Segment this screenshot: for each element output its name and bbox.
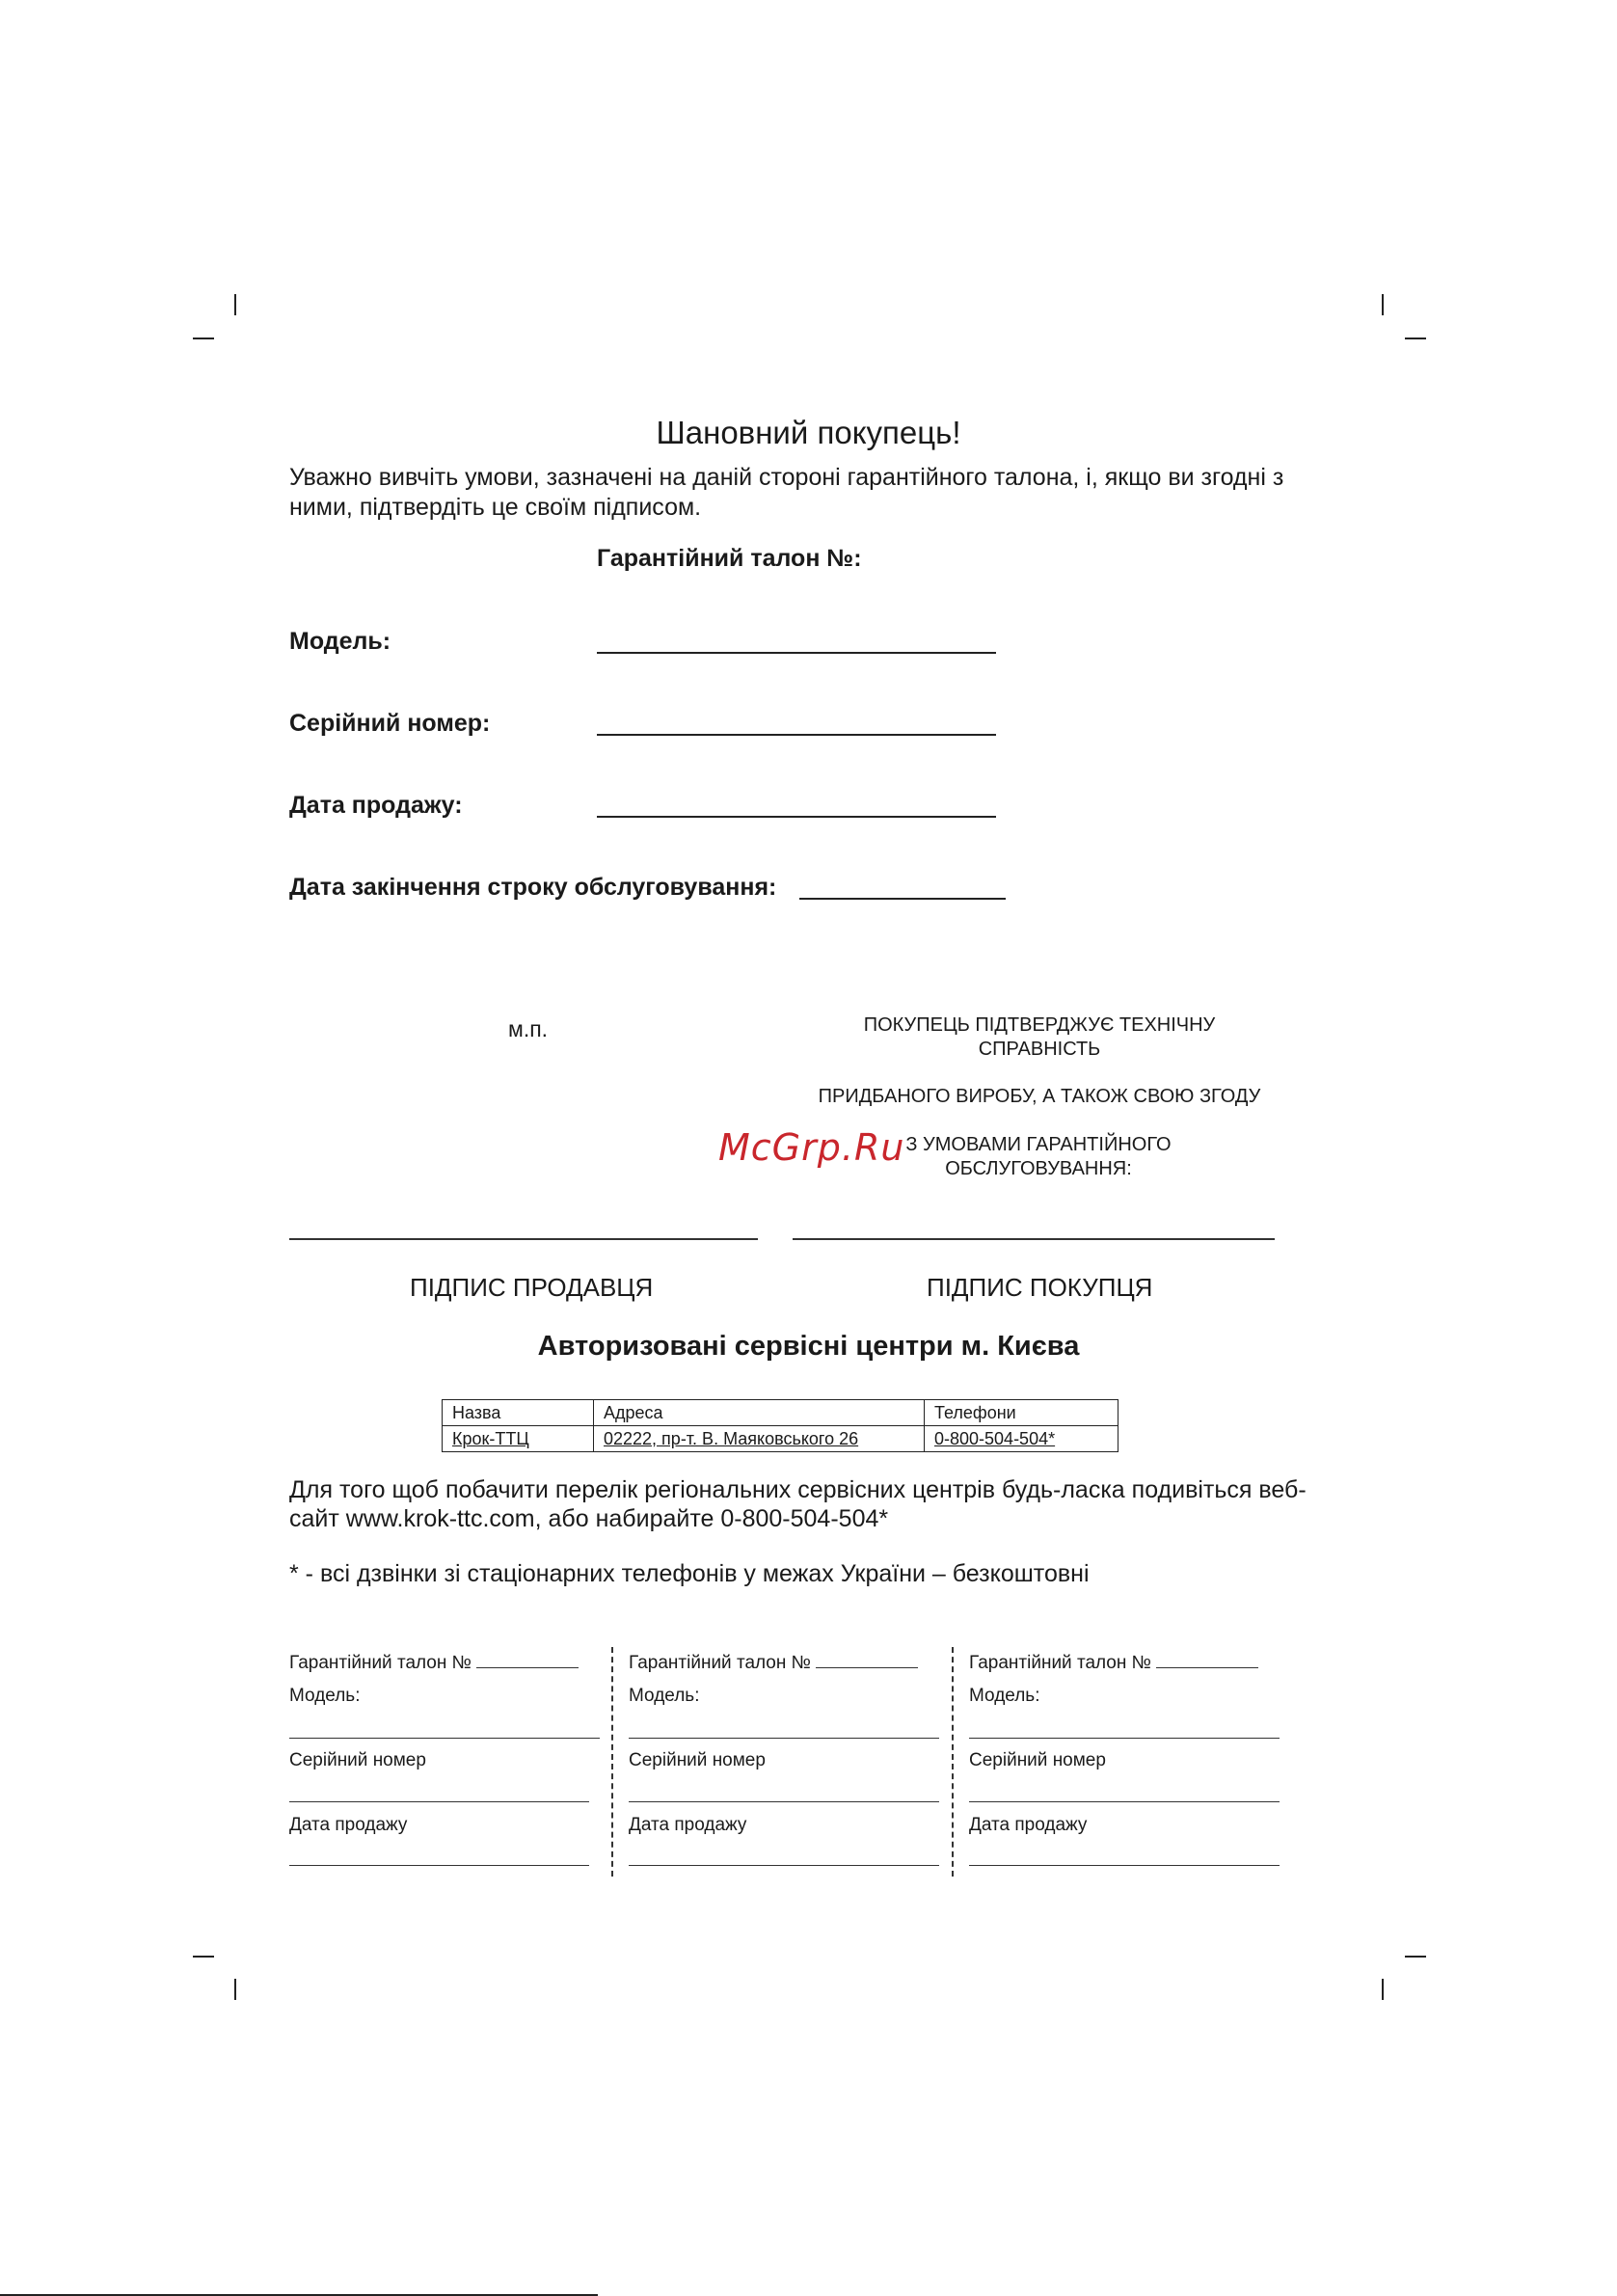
table-header-phones: Телефони xyxy=(925,1400,1118,1426)
service-centers-table xyxy=(442,1399,1118,1452)
coupon-date-field[interactable] xyxy=(289,1865,589,1866)
coupon-serial-field[interactable] xyxy=(629,1801,939,1802)
seller-signature-line[interactable] xyxy=(289,1238,758,1240)
coupon-serial-field[interactable] xyxy=(289,1801,589,1802)
talon-number-label: Гарантійний талон №: xyxy=(597,545,862,572)
buyer-confirm-line2: СПРАВНІСТЬ xyxy=(978,1039,1101,1060)
buyer-confirm-line5: ОБСЛУГОВУВАННЯ: xyxy=(945,1158,1132,1179)
cut-line-2 xyxy=(952,1647,954,1877)
coupon-serial-field[interactable] xyxy=(969,1801,1280,1802)
coupon-date-label: Дата продажу xyxy=(629,1815,747,1835)
center-name: Крок-ТТЦ xyxy=(452,1428,529,1448)
coupon-date-field[interactable] xyxy=(969,1865,1280,1866)
coupon-serial-label: Серійний номер xyxy=(969,1750,1106,1770)
seller-signature-label: ПІДПИС ПРОДАВЦЯ xyxy=(410,1273,654,1302)
sale-date-field[interactable] xyxy=(597,816,996,818)
coupon-date-field[interactable] xyxy=(629,1865,939,1866)
table-header-name: Назва xyxy=(443,1400,594,1426)
coupon-serial-label: Серійний номер xyxy=(289,1750,426,1770)
coupon-talon-label: Гарантійний талон № xyxy=(289,1653,472,1673)
coupon-talon-field[interactable] xyxy=(476,1667,579,1668)
serial-label: Серійний номер: xyxy=(289,710,491,737)
coupon-date-label: Дата продажу xyxy=(969,1815,1088,1835)
buyer-signature-label: ПІДПИС ПОКУПЦЯ xyxy=(927,1273,1153,1302)
buyer-confirm-line1: ПОКУПЕЦЬ ПІДТВЕРДЖУЄ ТЕХНІЧНУ xyxy=(863,1014,1216,1036)
coupon-talon-label: Гарантійний талон № xyxy=(969,1653,1152,1673)
cut-line-1 xyxy=(611,1647,613,1877)
coupon-model-label: Модель: xyxy=(969,1686,1040,1706)
crop-mark-bottom-left-h xyxy=(193,1956,214,1958)
crop-mark-bottom-right-h xyxy=(1405,1956,1426,1958)
table-header-row xyxy=(443,1400,1118,1426)
center-address: 02222, пр-т. В. Маяковського 26 xyxy=(604,1428,859,1448)
buyer-confirm-line3: ПРИДБАНОГО ВИРОБУ, А ТАКОЖ СВОЮ ЗГОДУ xyxy=(818,1086,1261,1107)
crop-mark-top-right-h xyxy=(1405,338,1426,339)
serial-field[interactable] xyxy=(597,734,996,736)
regional-info-text: Для того щоб побачити перелік регіональних сервісних центрів будь-ласка подивіться веб-сайт www.krok-ttc.com, або набирайте 0-800-504-504* xyxy=(289,1476,1307,1532)
coupon-model-label: Модель: xyxy=(629,1686,700,1706)
footnote: * - всі дзвінки зі стаціонарних телефонів у межах України – безкоштовні xyxy=(289,1560,1090,1587)
crop-mark-top-left-v xyxy=(234,294,236,315)
coupon-date-label: Дата продажу xyxy=(289,1815,408,1835)
coupon-model-field[interactable] xyxy=(629,1738,939,1739)
coupon-talon-label: Гарантійний талон № xyxy=(629,1653,812,1673)
buyer-signature-line[interactable] xyxy=(793,1238,1275,1240)
service-end-label: Дата закінчення строку обслуговування: xyxy=(289,874,777,901)
table-header-address: Адреса xyxy=(594,1400,925,1426)
intro-text: Уважно вивчіть умови, зазначені на даній стороні гарантійного талона, і, якщо ви згодні з ними, підтвердіть це своїм підписом. xyxy=(289,464,1284,521)
buyer-confirm-line4: З УМОВАМИ ГАРАНТІЙНОГО xyxy=(905,1134,1172,1155)
center-phone: 0-800-504-504* xyxy=(934,1428,1056,1448)
crop-mark-top-right-v xyxy=(1382,294,1384,315)
watermark: McGrp.Ru xyxy=(718,1126,905,1169)
coupon-model-field[interactable] xyxy=(969,1738,1280,1739)
service-centers-title: Авторизовані сервісні центри м. Києва xyxy=(537,1331,1080,1362)
model-label: Модель: xyxy=(289,628,391,655)
crop-mark-bottom-right-v xyxy=(1382,1979,1384,2000)
model-field[interactable] xyxy=(597,652,996,654)
coupon-serial-label: Серійний номер xyxy=(629,1750,766,1770)
sale-date-label: Дата продажу: xyxy=(289,792,463,819)
stamp-place: м.п. xyxy=(508,1016,549,1041)
coupon-talon-field[interactable] xyxy=(1156,1667,1258,1668)
page-title: Шановний покупець! xyxy=(656,415,961,450)
coupon-model-field[interactable] xyxy=(289,1738,600,1739)
crop-mark-top-left-h xyxy=(193,338,214,339)
crop-mark-bottom-left-v xyxy=(234,1979,236,2000)
table-row xyxy=(443,1426,1118,1452)
coupon-talon-field[interactable] xyxy=(816,1667,918,1668)
service-end-field[interactable] xyxy=(799,898,1006,900)
coupon-model-label: Модель: xyxy=(289,1686,361,1706)
